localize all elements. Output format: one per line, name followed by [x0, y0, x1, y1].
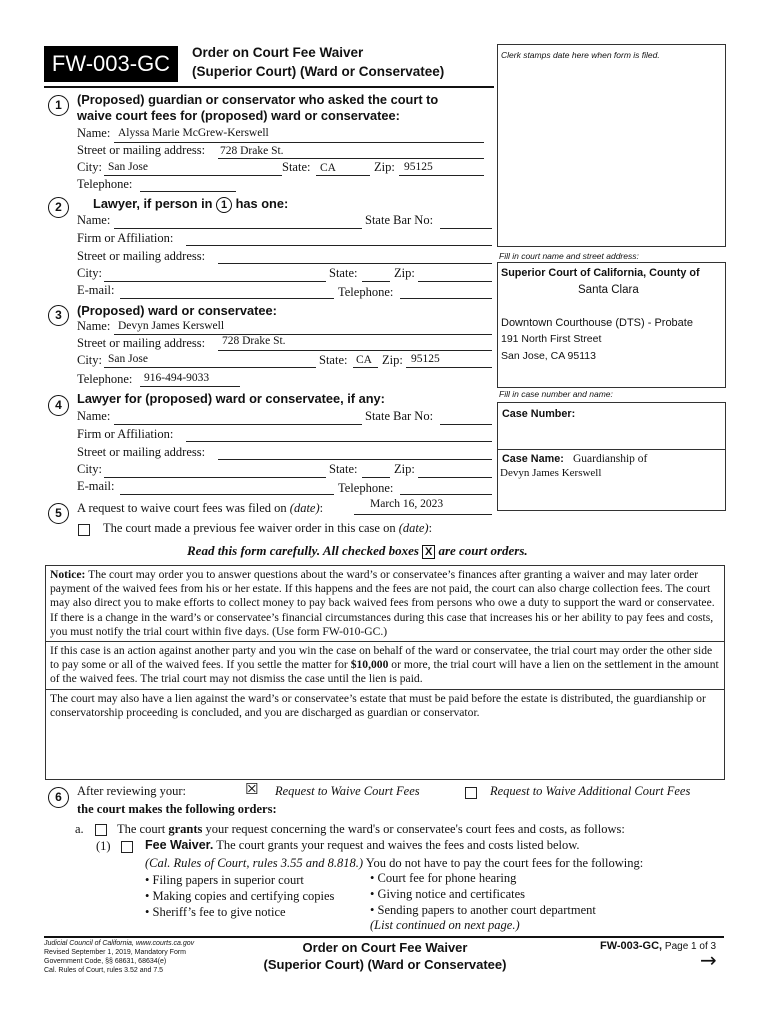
s6-after-label: After reviewing your:	[77, 784, 186, 798]
notice-para2-pre: If this case is an action against another party and you win the case on behalf of the ward or conservatee, the trial court may order the other side to pay some or all of the waived fees. If you settle the matter for	[50, 644, 713, 672]
court-box-street[interactable]: 191 North First Street	[501, 333, 602, 345]
clerk-stamp-box	[497, 44, 726, 247]
s6-p1-row	[145, 838, 580, 853]
s6-a-post: your request concerning the ward's or conservatee's court fees and costs, as follows:	[205, 822, 625, 836]
s3-city-label: City:	[77, 353, 103, 367]
s5-previous-order-checkbox[interactable]	[78, 524, 90, 536]
s6-opt2-checkbox[interactable]	[465, 787, 477, 799]
s5-prev-pre: The court made a previous fee waiver order in this case on	[103, 521, 396, 535]
s2-email-label: E-mail:	[77, 283, 115, 297]
s5-prev-row	[103, 521, 432, 536]
s4-state-label: State:	[329, 462, 358, 476]
s6-opt1-label: Request to Waive Court Fees	[275, 784, 420, 798]
case-box-note: Fill in case number and name:	[499, 389, 613, 399]
section-2-number: 2	[48, 197, 69, 218]
s3-state-label: State:	[319, 353, 348, 367]
read-box: X	[422, 545, 435, 559]
section-1-heading-2: waive court fees for (proposed) ward or conservatee:	[77, 108, 400, 123]
s1-state-label: State:	[282, 160, 311, 174]
s6-p1-label: (1)	[96, 839, 111, 853]
s3-street-value[interactable]: 728 Drake St.	[222, 335, 286, 347]
s3-zip-label: Zip:	[382, 353, 403, 367]
s6-p1-rules-row	[145, 856, 643, 871]
notice-box	[45, 565, 725, 780]
section-4-heading: Lawyer for (proposed) ward or conservatee, if any:	[77, 391, 385, 406]
s4-firm-label: Firm or Affiliation:	[77, 427, 174, 441]
section-5-number: 5	[48, 503, 69, 524]
court-box-city[interactable]: San Jose, CA 95113	[501, 350, 596, 362]
case-name-row	[502, 451, 647, 466]
s4-bar-label: State Bar No:	[365, 409, 434, 423]
s6-p1-rules-post: You do not have to pay the court fees for the following:	[365, 856, 644, 870]
s3-name-value[interactable]: Devyn James Kerswell	[118, 320, 225, 332]
section-2-heading	[93, 196, 288, 213]
fee-item-left-3: • Sheriff’s fee to give notice	[145, 905, 286, 919]
s5-request-date-value[interactable]: March 16, 2023	[370, 498, 444, 510]
s3-state-value[interactable]: CA	[356, 354, 372, 366]
s3-name-label: Name:	[77, 319, 111, 333]
notice-para3: The court may also have a lien against the ward’s or conservatee’s estate that must be paid before the estate is distributed, the guardianship or conservatorship proceeding is concluded, and you are discharged as guardian or conservator.	[50, 691, 706, 719]
court-box-courthouse[interactable]: Downtown Courthouse (DTS) - Probate	[501, 317, 693, 329]
s2-city-label: City:	[77, 266, 103, 280]
footer-left-2: Revised September 1, 2019, Mandatory Form	[44, 949, 187, 956]
s1-city-value[interactable]: San Jose	[108, 161, 148, 173]
footer-left-4: Cal. Rules of Court, rules 3.52 and 7.5	[44, 967, 164, 974]
section-1-heading: (Proposed) guardian or conservator who asked the court to	[77, 92, 439, 107]
s6-a-label: a.	[75, 822, 84, 836]
s4-street-label: Street or mailing address:	[77, 445, 206, 459]
s5-request-row	[77, 501, 323, 516]
case-number-label: Case Number:	[502, 408, 576, 420]
s6-p1-rules: (Cal. Rules of Court, rules 3.55 and 8.818.)	[145, 856, 364, 870]
s6-a-pre: The court	[117, 822, 166, 836]
footer-subtitle: (Superior Court) (Ward or Conservatee)	[263, 957, 507, 972]
s2-heading-ref: 1	[216, 197, 232, 213]
s4-email-label: E-mail:	[77, 479, 115, 493]
clerk-stamp-note: Clerk stamps date here when form is filed.	[501, 50, 660, 60]
s1-street-label: Street or mailing address:	[77, 143, 206, 157]
notice-para1: The court may order you to answer questions about the ward’s or conservatee’s finances after granting a waiver and may later order payment of the waived fees from his or her estate. If this happens and the fees are not paid, the court can also charge collection fees. The court may also direct you to make efforts to collect money to pay back waived fees from persons who owe a duty to support the ward or conservatee. If there is a change in the ward’s or conservatee’s financial circumstances during this case that increases his or her ability to pay fees and costs, you must notify the trial court within five days. (Use form FW-010-GC.)	[50, 568, 715, 638]
court-box-note: Fill in court name and street address:	[499, 251, 639, 261]
case-number-box	[497, 402, 726, 450]
s1-name-value[interactable]: Alyssa Marie McGrew-Kerswell	[118, 127, 269, 139]
s6-a-checkbox[interactable]	[95, 824, 107, 836]
s2-street-label: Street or mailing address:	[77, 249, 206, 263]
s6-p1-checkbox[interactable]	[121, 841, 133, 853]
s2-heading-pre: Lawyer, if person in	[93, 196, 213, 211]
s6-orders-heading: the court makes the following orders:	[77, 802, 277, 816]
notice-label: Notice:	[50, 568, 86, 581]
section-1-number: 1	[48, 95, 69, 116]
s4-city-label: City:	[77, 462, 103, 476]
notice-para2-post: or more, the trial court will have a lien on the settlement in the amount of the waived fees. The trial court may not dismiss the case until the lien is paid.	[50, 658, 719, 686]
header-subtitle: (Superior Court) (Ward or Conservatee)	[192, 64, 445, 79]
s6-p1-title: Fee Waiver.	[145, 838, 214, 852]
header-title: Order on Court Fee Waiver	[192, 45, 364, 60]
case-name-value-2[interactable]: Devyn James Kerswell	[500, 467, 602, 479]
s1-state-value[interactable]: CA	[320, 162, 336, 174]
court-box-line1: Superior Court of California, County of	[501, 267, 700, 279]
footer-title: Order on Court Fee Waiver	[302, 940, 468, 955]
s3-phone-value[interactable]: 916-494-9033	[144, 372, 210, 384]
s2-firm-label: Firm or Affiliation:	[77, 231, 174, 245]
s4-name-label: Name:	[77, 409, 111, 423]
fee-item-right-2: • Giving notice and certificates	[370, 887, 526, 901]
s1-name-label: Name:	[77, 126, 111, 140]
s3-phone-label: Telephone:	[77, 372, 133, 386]
s5-prev-date-label: (date)	[398, 521, 429, 535]
s1-zip-label: Zip:	[374, 160, 395, 174]
next-page-arrow-icon: →	[700, 948, 717, 972]
section-4-number: 4	[48, 395, 69, 416]
s2-zip-label: Zip:	[394, 266, 415, 280]
s2-state-label: State:	[329, 266, 358, 280]
read-carefully-line	[187, 543, 528, 559]
case-name-value-1[interactable]: Guardianship of	[572, 453, 648, 465]
footer-page-info	[600, 940, 716, 952]
fee-item-left-1: • Filing papers in superior court	[145, 873, 304, 887]
s2-name-label: Name:	[77, 213, 111, 227]
s6-a-grants: grants	[168, 822, 203, 836]
footer-left-3: Government Code, §§ 68631, 68634(e)	[44, 958, 167, 965]
s5-request-pre: A request to waive court fees was filed on	[77, 501, 287, 515]
s2-bar-label: State Bar No:	[365, 213, 434, 227]
s1-zip-value[interactable]: 95125	[404, 161, 433, 173]
s6-p1-text: The court grants your request and waives the fees and costs listed below.	[216, 838, 580, 852]
s5-request-date-label: (date)	[289, 501, 320, 515]
s2-phone-label: Telephone:	[338, 285, 394, 299]
section-3-heading: (Proposed) ward or conservatee:	[77, 303, 277, 318]
s1-street-value[interactable]: 728 Drake St.	[220, 145, 284, 157]
s5-colon: :	[319, 501, 324, 515]
section-3-number: 3	[48, 305, 69, 326]
s1-phone-label: Telephone:	[77, 177, 133, 191]
s4-zip-label: Zip:	[394, 462, 415, 476]
s4-phone-label: Telephone:	[338, 481, 394, 495]
s5-colon-2: :	[428, 521, 433, 535]
fee-item-left-2: • Making copies and certifying copies	[145, 889, 335, 903]
read-post: are court orders.	[438, 543, 528, 558]
footer-left-1: Judicial Council of California, www.courts.ca.gov	[44, 940, 195, 947]
s3-street-label: Street or mailing address:	[77, 336, 206, 350]
s2-heading-post: has one:	[235, 196, 289, 211]
s6-a-row	[117, 822, 625, 837]
section-6-number: 6	[48, 787, 69, 808]
footer-page: Page 1 of 3	[664, 941, 717, 952]
fee-item-right-3: • Sending papers to another court department	[370, 903, 596, 917]
s3-zip-value[interactable]: 95125	[411, 353, 440, 365]
notice-para2-amount: $10,000	[350, 658, 389, 672]
s1-city-label: City:	[77, 160, 103, 174]
case-name-label: Case Name:	[502, 453, 564, 465]
footer-form-id: FW-003-GC,	[600, 940, 663, 952]
case-name-box	[497, 448, 726, 511]
fee-item-right-1: • Court fee for phone hearing	[370, 871, 517, 885]
s6-opt1-checkbox[interactable]: ☒	[245, 780, 259, 798]
s3-city-value[interactable]: San Jose	[108, 353, 148, 365]
court-box-county[interactable]: Santa Clara	[578, 284, 639, 296]
list-continued-note: (List continued on next page.)	[370, 918, 520, 932]
s6-opt2-label: Request to Waive Additional Court Fees	[490, 784, 691, 798]
read-pre: Read this form carefully. All checked boxes	[187, 543, 419, 558]
court-box	[497, 262, 726, 388]
form-id-badge: FW-003-GC	[44, 46, 178, 82]
